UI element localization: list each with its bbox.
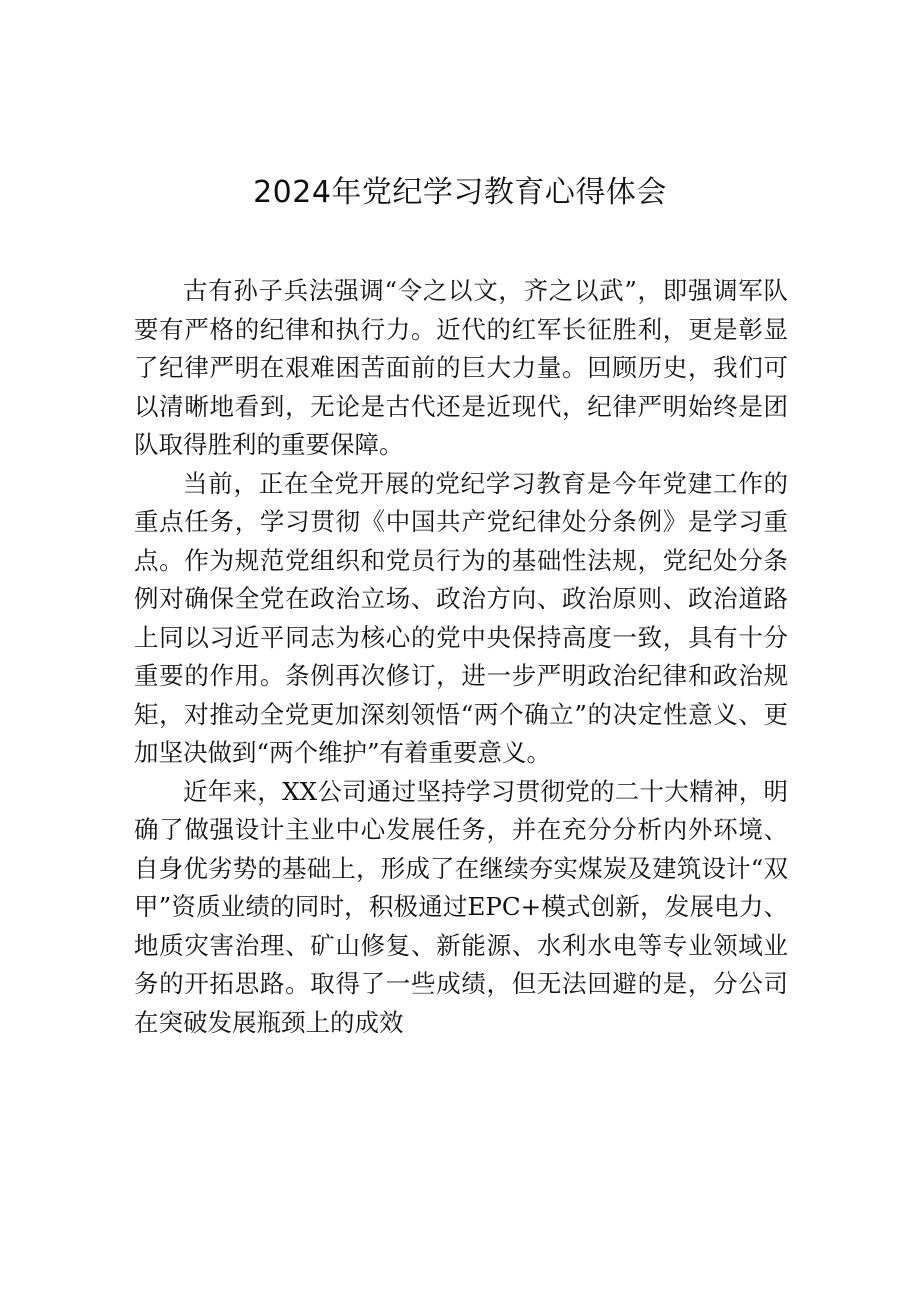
paragraph-2: 当前，正在全党开展的党纪学习教育是今年党建工作的重点任务，学习贯彻《中国共产党纪律处分条例》是学习重点。作为规范党组织和党员行为的基础性法规，党纪处分条例对确保全党在政治立场、政治方向、政治原则、政治道路上同以习近平同志为核心的党中央保持高度一致，具有十分重要的作用。条例再次修订，进一步严明政治纪律和政治规矩，对推动全党更加深刻领悟“两个确立”的决定性意义、更加坚决做到“两个维护”有着重要意义。 <box>134 468 788 767</box>
paragraph-1: 古有孙子兵法强调“令之以文，齐之以武”，即强调军队要有严格的纪律和执行力。近代的红军长征胜利，更是彰显了纪律严明在艰难困苦面前的巨大力量。回顾历史，我们可以清晰地看到，无论是古代还是近现代，纪律严明始终是团队取得胜利的重要保障。 <box>134 276 788 459</box>
paragraph-3: 近年来，XX公司通过坚持学习贯彻党的二十大精神，明确了做强设计主业中心发展任务，并在充分分析内外环境、自身优劣势的基础上，形成了在继续夯实煤炭及建筑设计“双甲”资质业绩的同时，积极通过EPC+模式创新，发展电力、地质灾害治理、矿山修复、新能源、水利水电等专业领域业务的开拓思路。取得了一些成绩，但无法回避的是，分公司在突破发展瓶颈上的成效 <box>134 776 788 1037</box>
document-title: 2024年党纪学习教育心得体会 <box>253 175 667 210</box>
document-body <box>134 272 788 1042</box>
